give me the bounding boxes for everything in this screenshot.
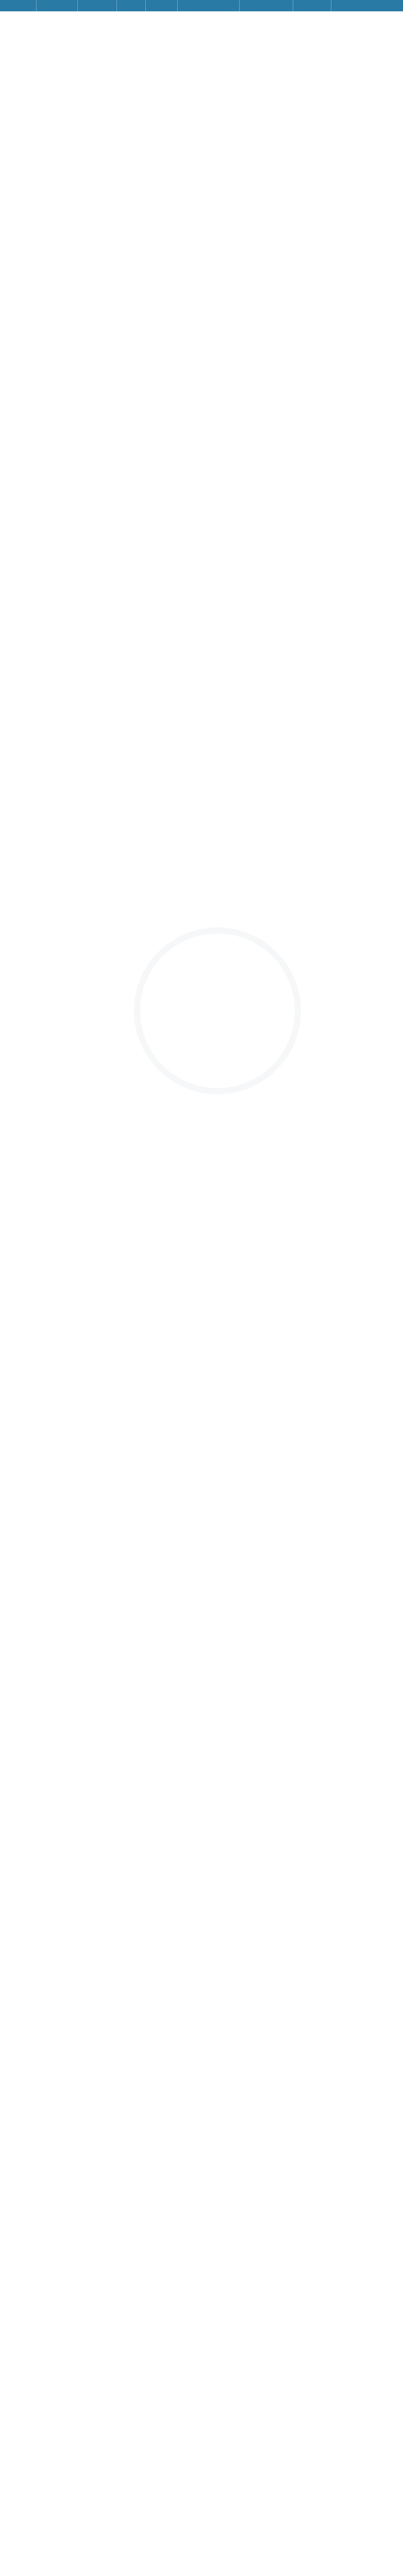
watermark-logo — [134, 927, 301, 1094]
column-header-source — [77, 0, 116, 11]
column-header-version — [145, 0, 177, 11]
column-header-notes — [331, 0, 403, 11]
column-header-code — [293, 0, 331, 11]
column-header-model — [36, 0, 77, 11]
compatibility-page — [0, 0, 403, 11]
column-header-memory — [239, 0, 293, 11]
table-header-row — [0, 0, 403, 11]
column-header-image — [116, 0, 145, 11]
compatibility-table — [0, 0, 403, 11]
column-header-chipset — [177, 0, 239, 11]
column-header-brand — [0, 0, 36, 11]
